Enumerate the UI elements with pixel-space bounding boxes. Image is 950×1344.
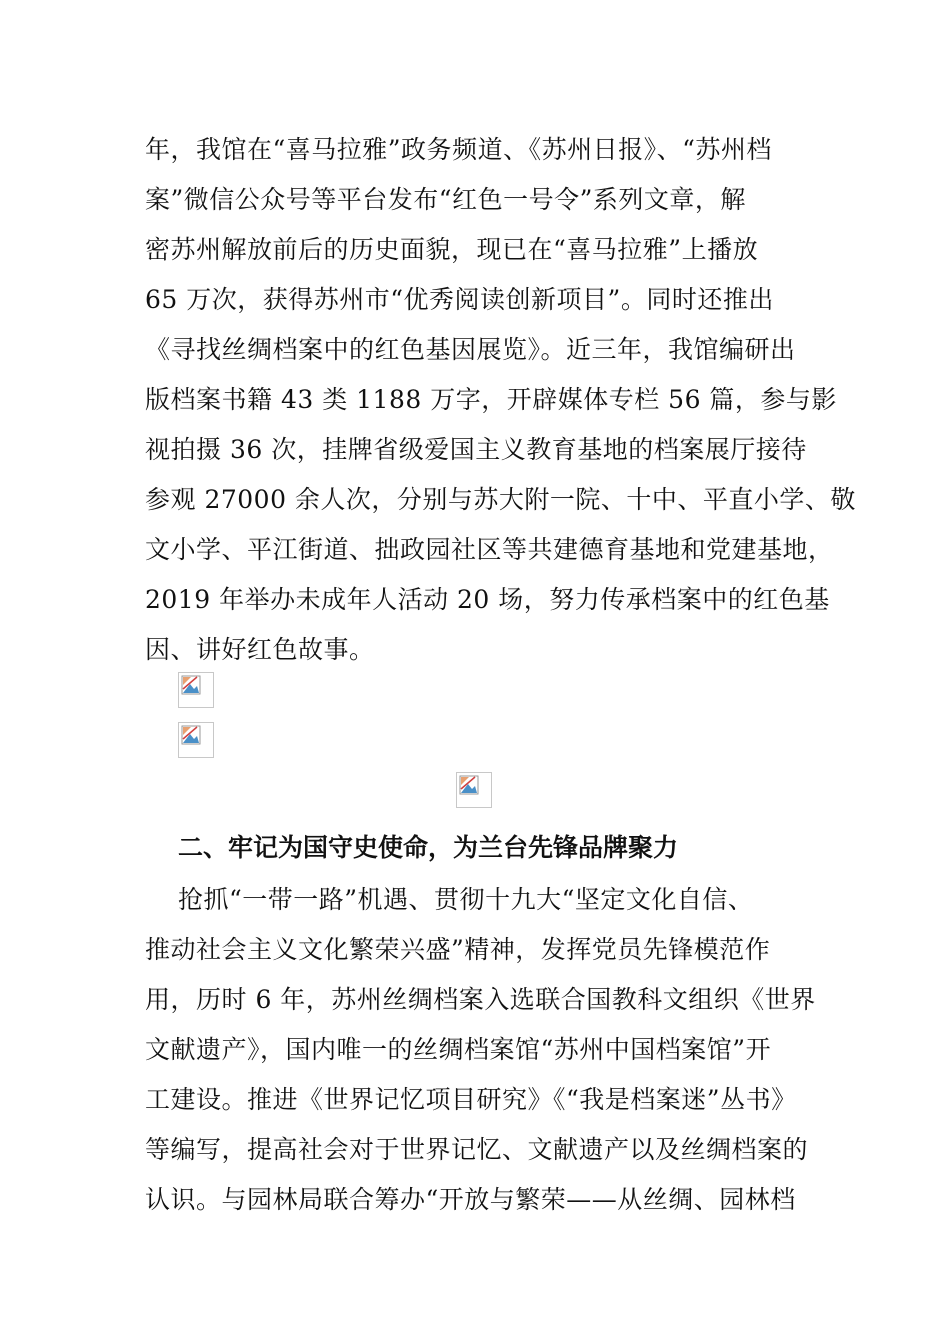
section-heading: 二、牢记为国守史使命，为兰台先锋品牌聚力 [178,833,679,862]
text-line: 等编写，提高社会对于世界记忆、文献遗产以及丝绸档案的 [145,1135,809,1164]
text-line: 文献遗产》，国内唯一的丝绸档案馆“苏州中国档案馆”开 [145,1035,772,1064]
text-line: 因、讲好红色故事。 [145,635,375,664]
text-line: 文小学、平江街道、拙政园社区等共建德育基地和党建基地， [145,535,834,564]
image-placeholder [456,772,492,808]
image-placeholder [178,672,214,708]
text-line: 年，我馆在“喜马拉雅”政务频道、《苏州日报》、“苏州档 [145,135,772,164]
text-line: 版档案书籍 43 类 1188 万字，开辟媒体专栏 56 篇，参与影 [145,385,837,414]
broken-image-icon [181,725,201,745]
text-line: 参观 27000 余人次，分别与苏大附一院、十中、平直小学、敬 [145,485,856,514]
broken-image-icon [459,775,479,795]
text-line: 抢抓“一带一路”机遇、贯彻十九大“坚定文化自信、 [178,885,754,914]
broken-image-icon [181,675,201,695]
text-line: 《寻找丝绸档案中的红色基因展览》。近三年，我馆编研出 [145,335,796,364]
text-line: 用，历时 6 年，苏州丝绸档案入选联合国教科文组织《世界 [145,985,816,1014]
text-line: 推动社会主义文化繁荣兴盛”精神，发挥党员先锋模范作 [145,935,771,964]
text-line: 视拍摄 36 次，挂牌省级爱国主义教育基地的档案展厅接待 [145,435,807,464]
text-line: 65 万次，获得苏州市“优秀阅读创新项目”。同时还推出 [145,285,774,314]
text-line: 认识。与园林局联合筹办“开放与繁荣——从丝绸、园林档 [145,1185,796,1214]
text-line: 案”微信公众号等平台发布“红色一号令”系列文章，解 [145,185,746,214]
text-line: 密苏州解放前后的历史面貌，现已在“喜马拉雅”上播放 [145,235,759,264]
text-line: 2019 年举办未成年人活动 20 场，努力传承档案中的红色基 [145,585,830,614]
text-line: 工建设。推进《世界记忆项目研究》《“我是档案迷”丛书》 [145,1085,797,1114]
image-placeholder [178,722,214,758]
